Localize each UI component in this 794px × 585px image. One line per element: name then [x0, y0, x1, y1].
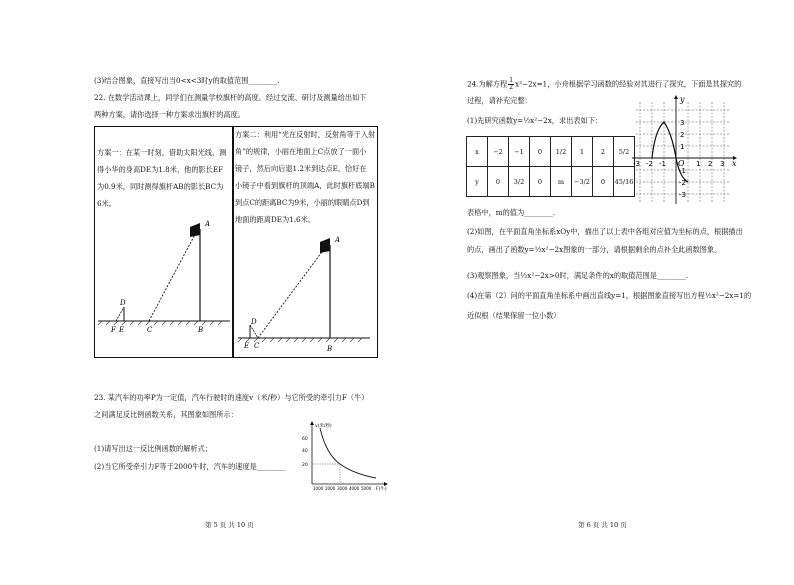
q23-line1: 23. 某汽车的功率P为一定值，汽车行驶时的速度v（米/秒）与它所受的牵引力F（牛） [94, 393, 369, 402]
plan2-line: 角”的规律，小丽在地面上C点放了一面小 [235, 147, 367, 156]
flagpole-figure-1 [94, 215, 232, 355]
q23-part1: (1)请写出这一反比例函数的解析式； [94, 444, 212, 453]
table-cell: x [467, 137, 488, 167]
grid-ytick: 2 [680, 131, 685, 139]
fig2-label-C: C [254, 342, 260, 350]
table-cell: −3/2 [572, 167, 593, 197]
q24-line1-a: 24.为解方程 [467, 79, 508, 89]
grid-origin: O [678, 159, 685, 168]
plan2-line: 地面的距离DE为1.6米。 [235, 215, 315, 224]
fig2-label-E: E [244, 342, 250, 350]
table-cell: −1 [509, 137, 530, 167]
plan1-line: 6米。 [97, 199, 116, 208]
grid-ylabel: y [680, 95, 685, 104]
q24-line1 [467, 78, 741, 91]
grid-xtick: -2 [646, 160, 653, 168]
q23-xtick: 2000 [325, 486, 336, 491]
q24-part3: (3)观察图象，当½x²−2x>0时，满足条件的x的取值范围是________. [467, 271, 688, 280]
table-cell: −2 [488, 137, 509, 167]
flagpole-figure-2 [234, 225, 374, 355]
grid-ytick: -1 [679, 167, 686, 175]
q23-xtick: 5000 [361, 486, 372, 491]
value-table [466, 136, 635, 197]
fig1-label-A: A [205, 220, 211, 228]
q23-xtick: 1000 [313, 486, 324, 491]
q24-m: 表格中，m的值为________. [467, 208, 556, 217]
table-cell: 1/2 [551, 137, 572, 167]
q23-line2: 之间满足反比例函数关系，其图象如图所示： [94, 410, 238, 419]
left-footer: 第 5 页 共 10 页 [205, 521, 254, 529]
grid-xtick: 1 [696, 160, 701, 168]
table-cell: 3/2 [509, 167, 530, 197]
q24-line1-b: x²−2x=1，小舟根据学习函数的经验对其进行了探究，下面是其探究的 [515, 79, 742, 89]
fig1-label-F: F [111, 326, 116, 334]
q23-inverse-graph [296, 420, 392, 492]
q22-line2: 两种方案，请你选择一种方案求出旗杆的高度。 [94, 110, 245, 119]
fig2-label-D: D [251, 318, 257, 326]
fig1-label-E: E [119, 326, 125, 334]
q24-part4a: (4)在第（2）问的平面直角坐标系中画出直线y=1，根据图象直接写出方程½x²−2x=1的 [467, 291, 752, 300]
grid-xtick: 2 [708, 160, 713, 168]
q23-xlabel: F(牛) [376, 487, 387, 492]
q24-line2: 过程，请补充完整： [467, 96, 532, 105]
table-cell: 0 [530, 137, 551, 167]
q23-xtick: 4000 [349, 486, 360, 491]
grid-ytick: 1 [680, 143, 685, 151]
fig2-label-A: A [335, 236, 341, 244]
q23-ytick: 40 [302, 449, 308, 454]
q23-xtick: 3000 [337, 486, 348, 491]
grid-ytick: -2 [679, 179, 686, 187]
plan1-line: 方案一：在某一时刻，借助太阳光线，测 [97, 148, 227, 157]
q24-part2b: 的点，画出了函数y=½x²−2x图象的一部分，请根据剩余的点补全此函数图象。 [467, 245, 722, 254]
table-cell: 1 [572, 137, 593, 167]
table-cell: y [467, 167, 488, 197]
table-cell: 5/2 [614, 137, 635, 167]
plan1-line: 得小华的身高DE为1.8米，他的影长EF [97, 165, 224, 174]
q22-line1: 22. 在数学活动课上，同学们在测量学校旗杆的高度。经过交流、研讨及测量给出如下 [94, 93, 367, 102]
right-footer: 第 6 页 共 10 页 [578, 521, 627, 529]
q24-part4b: 近似根（结果保留一位小数） [467, 311, 561, 320]
table-cell: 2 [593, 137, 614, 167]
grid-xtick: -1 [659, 160, 666, 168]
grid-xtick: 3 [720, 160, 725, 168]
fig1-label-B: B [198, 326, 204, 334]
grid-xtick: -3 [633, 160, 640, 168]
table-cell: 45/16 [614, 167, 635, 197]
fig1-label-C: C [147, 326, 153, 334]
fig1-label-D: D [120, 299, 126, 307]
q21-part3: (3)结合图象，直接写出当0<x<3时y的取值范围________. [94, 76, 280, 85]
grid-ytick: 3 [680, 119, 685, 127]
plan2-line: 方案二：利用“光在反射时，反射角等于入射 [235, 130, 376, 139]
plan2-line: 小镜子中看到旗杆的顶端A，此时旗杆底端B [235, 181, 375, 190]
table-cell: 0 [593, 167, 614, 197]
q23-ylabel: v(米/秒) [315, 424, 332, 429]
q23-ytick: 20 [302, 463, 308, 468]
plan2-line: 镜子，然后向后退1.2米到达点E，恰好在 [235, 164, 367, 173]
grid-ytick: -3 [679, 191, 686, 199]
q24-part1: (1)先研究函数y=½x²−2x，求出表如下： [467, 116, 603, 125]
half-fraction: $\frac{1}{2}$ [509, 77, 514, 91]
coordinate-grid [630, 94, 740, 206]
grid-xlabel: x [732, 159, 737, 168]
fig2-label-B: B [327, 345, 333, 353]
table-row [467, 167, 635, 197]
table-cell: m [551, 167, 572, 197]
q23-part2: (2)当它所受牵引力F等于2000牛时，汽车的速度是________ [94, 462, 286, 471]
q23-ytick: 60 [302, 437, 308, 442]
table-cell: 0 [488, 167, 509, 197]
table-cell: 0 [530, 167, 551, 197]
plan2-line: 到点C的距离BC为9米，小丽的眼睛点D到 [235, 198, 370, 207]
plan1-line: 为0.9米，同时测得旗杆AB的影长BC为 [97, 182, 224, 191]
table-row [467, 137, 635, 167]
q24-part2a: (2)如图，在平面直角坐标系xOy中，描出了以上表中各组对应值为坐标的点，根据描出 [467, 227, 743, 236]
